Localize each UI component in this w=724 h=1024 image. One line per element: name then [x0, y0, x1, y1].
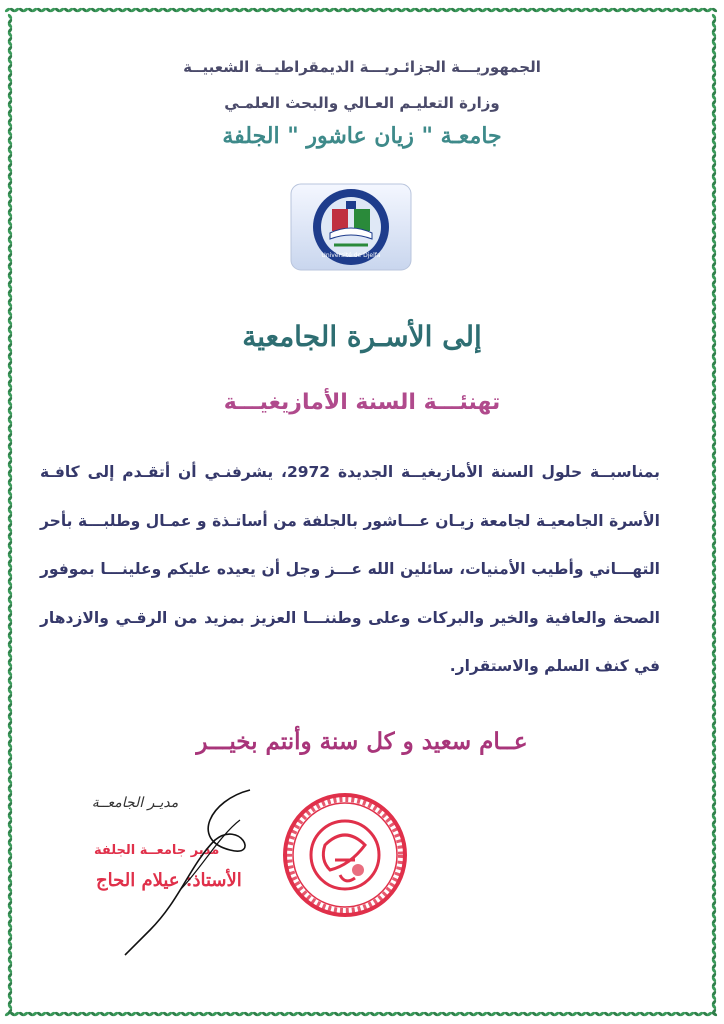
- director-label: مديـر الجامعــة: [91, 795, 179, 811]
- handwritten-signature-icon: [120, 780, 270, 960]
- stamp-name: الأستاذ: عيلام الحاج: [96, 870, 242, 891]
- official-seal-icon: [280, 790, 410, 920]
- ministry-header: وزارة التعليـم العـالي والبحث العلمـي: [224, 94, 500, 112]
- university-logo-icon: [290, 183, 412, 271]
- stamp-title: مدير جامعــة الجلفة: [94, 843, 220, 858]
- congratulation-body: بمناسبــة حلول السنة الأمازيغيــة الجديدة 2972، يشرفنـي أن أتقـدم إلى كافـة الأسرة الجامعيـة لجامعة زيـان عـــاشور بالجلفة من أساتـذة و عمـال وطلبـــة بأحر التهـــاني وأطيب الأمنيات، سائلين الله عـــز وجل أن يعيده عليكم وعلينـــا بموفور الصحة والعافية والخير والبركات وعلى وطننـــا العزيز بمزيد من الرقـي والازدهار في كنف السلم والاستقرار.: [40, 463, 660, 675]
- greeting-line: عــام سعيد و كل سنة وأنتم بخيـــر: [196, 728, 528, 755]
- republic-header: الجمهوريـــة الجزائـريـــة الديمقراطيــة الشعبيــة: [183, 58, 541, 76]
- university-header: جامعـة " زيان عاشور " الجلفة: [222, 123, 502, 149]
- page-title: إلى الأسـرة الجامعية: [242, 320, 482, 353]
- logo-caption: Université de Djelfa: [321, 252, 381, 259]
- page-subtitle: تهنئـــة السنة الأمازيغيـــة: [223, 390, 501, 415]
